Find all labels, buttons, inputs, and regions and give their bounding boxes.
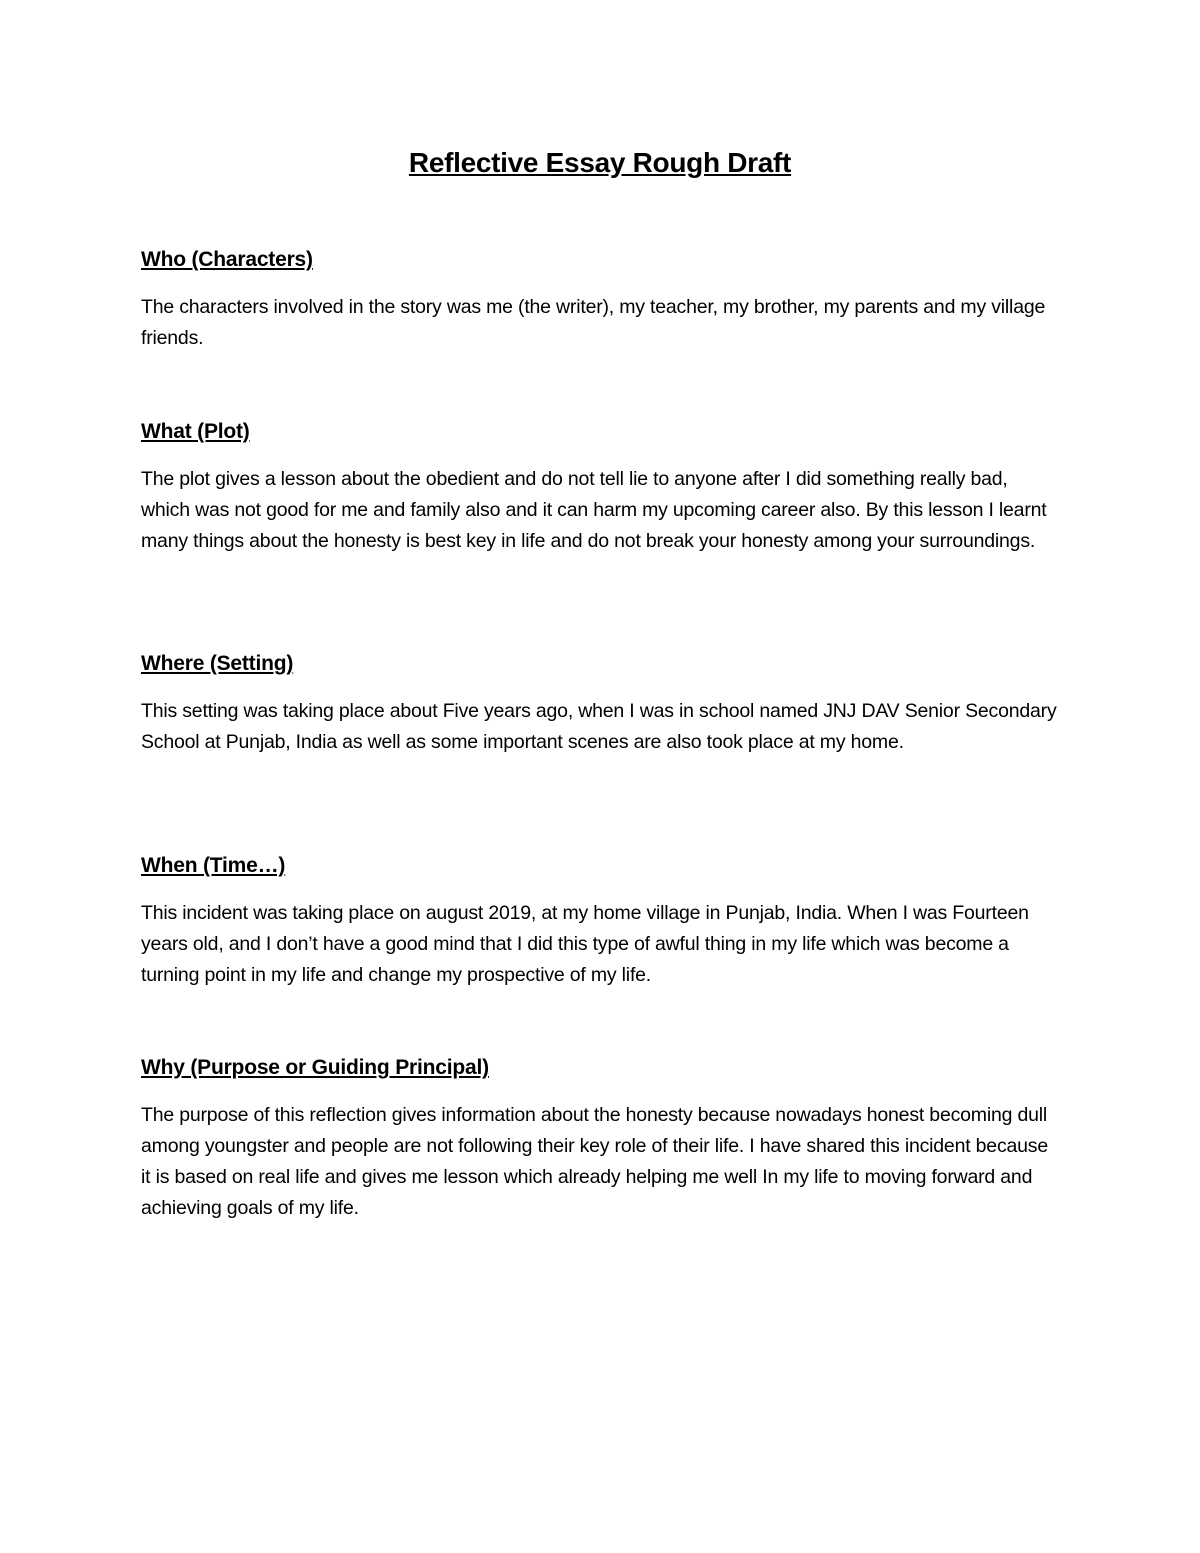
section-when [141, 852, 1061, 991]
section-body-what: The plot gives a lesson about the obedient and do not tell lie to anyone after I did something really bad, which was not good for me and family also and it can harm my upcoming career also. By this lesson I learnt many things about the honesty is best key in life and do not break your honesty among your surroundings. [141, 468, 1047, 552]
section-heading-who: Who (Characters) [141, 248, 313, 271]
section-heading-when: When (Time…) [141, 854, 286, 877]
section-who [141, 246, 1061, 354]
section-what [141, 418, 1061, 557]
section-body-why: The purpose of this reflection gives information about the honesty because nowadays honest becoming dull among youngster and people are not following their key role of their life. I have shared this incident because it is based on real life and gives me lesson which already helping me well In my life to moving forward and achieving goals of my life. [141, 1104, 1048, 1219]
document-title: Reflective Essay Rough Draft [408, 147, 792, 178]
section-heading-why: Why (Purpose or Guiding Principal) [141, 1056, 489, 1079]
section-body-who: The characters involved in the story was me (the writer), my teacher, my brother, my parents and my village friends. [141, 296, 1046, 349]
section-body-where: This setting was taking place about Five years ago, when I was in school named JNJ DAV Senior Secondary School at Punjab, India as well as some important scenes are also took place at my home. [141, 700, 1057, 753]
section-why [141, 1054, 1061, 1224]
section-body-when: This incident was taking place on august 2019, at my home village in Punjab, India. When I was Fourteen years old, and I don’t have a good mind that I did this type of awful thing in my life which was become a turning point in my life and change my prospective of my life. [141, 902, 1029, 986]
section-heading-what: What (Plot) [141, 420, 250, 443]
section-where [141, 650, 1061, 758]
section-heading-where: Where (Setting) [141, 652, 294, 675]
